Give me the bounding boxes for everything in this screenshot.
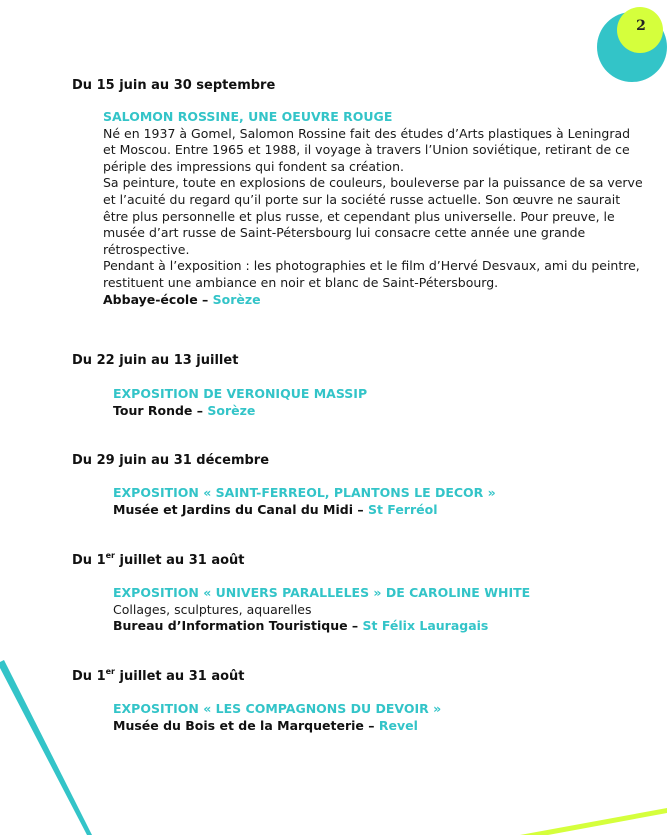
page-number: 2 bbox=[636, 18, 646, 34]
event-title: EXPOSITION DE VERONIQUE MASSIP bbox=[113, 386, 368, 401]
description-line: et Moscou. Entre 1965 et 1988, il voyage à travers l’Union soviétique, retirant de ce bbox=[103, 142, 630, 158]
event-location bbox=[113, 618, 653, 635]
description-line: musée d’art russe de Saint-Pétersbourg lui consacre cette année une grande bbox=[103, 225, 586, 241]
description-line: Sa peinture, toute en explosions de couleurs, bouleverse par la puissance de sa verve bbox=[103, 175, 643, 191]
event-date: Du 22 juin au 13 juillet bbox=[72, 353, 239, 368]
event-location bbox=[113, 403, 653, 420]
town-name: St Ferréol bbox=[367, 501, 438, 517]
event-location bbox=[113, 718, 653, 735]
teal-diagonal-stroke bbox=[0, 660, 92, 835]
date-ordinal: er bbox=[105, 667, 115, 676]
lime-diagonal-stroke bbox=[520, 808, 667, 835]
description-line: restituent une ambiance en noir et blanc de Saint-Pétersbourg. bbox=[103, 274, 499, 290]
description-line: périple des impressions qui fondent sa création. bbox=[103, 158, 404, 174]
description-line: rétrospective. bbox=[103, 241, 190, 257]
description-line: être plus personnelle et plus russe, et cependant plus universelle. Pour preuve, le bbox=[103, 208, 615, 224]
date-suffix: juillet au 31 août bbox=[115, 669, 245, 684]
event-title: EXPOSITION « UNIVERS PARALLELES » DE CAROLINE WHITE bbox=[113, 585, 531, 600]
venue-name: Musée du Bois et de la Marqueterie bbox=[113, 717, 364, 733]
event-entry bbox=[113, 585, 653, 635]
date-ordinal: er bbox=[105, 551, 115, 560]
location-separator: – bbox=[197, 291, 213, 307]
event-description bbox=[103, 126, 643, 292]
date-prefix: Du 1 bbox=[72, 553, 106, 568]
event-date bbox=[72, 552, 245, 569]
event-location bbox=[113, 502, 653, 519]
event-entry bbox=[113, 386, 653, 419]
description-line: et l’acuité du regard qu’il porte sur la société russe actuelle. Son œuvre ne saurait bbox=[103, 191, 621, 207]
venue-name: Musée et Jardins du Canal du Midi bbox=[113, 501, 353, 517]
event-subtitle: Collages, sculptures, aquarelles bbox=[113, 601, 312, 617]
event-title: EXPOSITION « LES COMPAGNONS DU DEVOIR » bbox=[113, 701, 442, 716]
event-entry bbox=[113, 485, 653, 518]
event-title: EXPOSITION « SAINT-FERREOL, PLANTONS LE DECOR » bbox=[113, 485, 496, 500]
description-line: Né en 1937 à Gomel, Salomon Rossine fait des études d’Arts plastiques à Leningrad bbox=[103, 125, 631, 141]
town-name: St Félix Lauragais bbox=[362, 618, 489, 634]
location-separator: – bbox=[363, 717, 379, 733]
event-entry bbox=[113, 701, 653, 734]
date-suffix: juillet au 31 août bbox=[115, 553, 245, 568]
event-date bbox=[72, 668, 245, 685]
description-line: Pendant à l’exposition : les photographies et le film d’Hervé Desvaux, ami du peintre, bbox=[103, 258, 640, 274]
event-location bbox=[103, 292, 643, 309]
town-name: Revel bbox=[378, 717, 418, 733]
venue-name: Abbaye-école bbox=[103, 291, 198, 307]
location-separator: – bbox=[353, 501, 368, 517]
town-name: Sorèze bbox=[207, 402, 256, 418]
venue-name: Tour Ronde bbox=[113, 402, 193, 418]
location-separator: – bbox=[347, 618, 363, 634]
location-separator: – bbox=[192, 402, 208, 418]
venue-name: Bureau d’Information Touristique bbox=[113, 618, 348, 634]
date-prefix: Du 1 bbox=[72, 669, 106, 684]
event-date: Du 29 juin au 31 décembre bbox=[72, 453, 270, 468]
event-date: Du 15 juin au 30 septembre bbox=[72, 78, 276, 93]
event-entry bbox=[103, 109, 643, 308]
town-name: Sorèze bbox=[212, 291, 261, 307]
event-title: SALOMON ROSSINE, UNE OEUVRE ROUGE bbox=[103, 109, 393, 124]
